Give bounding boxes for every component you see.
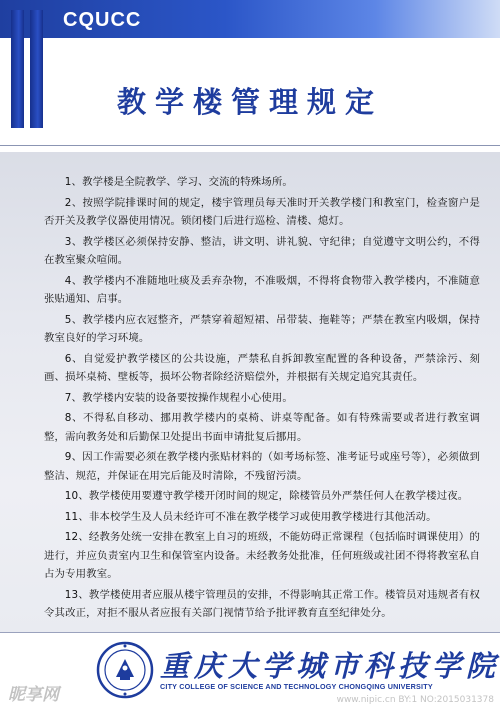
footer: [0, 632, 500, 708]
rule-item: 3、教学楼区必须保持安静、整洁，讲文明、讲礼貌、守纪律；自觉遵守文明公约，不得在教室聚众喧闹。: [44, 235, 480, 266]
page-title: 教学楼管理规定: [116, 85, 383, 119]
header: [0, 0, 500, 150]
school-name-en: CITY COLLEGE OF SCIENCE AND TECHNOLOGY CHONGQING UNIVERSITY: [160, 682, 433, 691]
rule-item: 12、经教务处统一安排在教室上自习的班级，不能妨碍正常课程（包括临时调课使用）的进行，并应负责室内卫生和保管室内设备。未经教务处批准，任何班级或社团不得将教室私自占为专用教室。: [44, 531, 480, 580]
watermark-right: www.nipic.cn BY:1 NO:2015031378: [336, 695, 494, 705]
rules-list: [44, 173, 480, 625]
rule-item: 4、教学楼内不准随地吐痰及丢弃杂物，不准吸烟，不得将食物带入教学楼内，不准随意张贴通知、启事。: [44, 274, 480, 305]
school-name-cn: 重庆大学城市科技学院: [160, 649, 500, 683]
rule-item: 6、自觉爱护教学楼区的公共设施，严禁私自拆卸教室配置的各种设备，严禁涂污、刻画、损坏桌椅、壁板等，损坏公物者除经济赔偿外，并根据有关规定追究其责任。: [44, 352, 480, 383]
rule-item: 9、因工作需要必须在教学楼内张贴材料的（如考场标签、准考证号或座号等），必须做到整洁、规范，并保证在用完后能及时清除，不残留污渍。: [44, 451, 480, 482]
rule-item: 11、非本校学生及人员未经许可不准在教学楼学习或使用教学楼进行其他活动。: [64, 510, 437, 523]
rule-item: 2、按照学院排课时间的规定，楼宇管理员每天准时开关教学楼门和教室门，检查窗户是否开关及教学仪器使用情况。锁闭楼门后进行巡检、清楼、熄灯。: [44, 196, 480, 227]
footer-divider: [0, 632, 500, 633]
rule-item: 8、不得私自移动、挪用教学楼内的桌椅、讲桌等配备。如有特殊需要或者进行教室调整，需向教务处和后勤保卫处提出书面申请批复后挪用。: [44, 412, 480, 443]
watermark-left: 昵享网: [8, 685, 59, 705]
rule-item: 5、教学楼内应衣冠整齐，严禁穿着超短裙、吊带装、拖鞋等；严禁在教室内吸烟，保持教室良好的学习环境。: [44, 313, 480, 344]
university-seal-icon: [96, 641, 154, 699]
rule-item: 7、教学楼内安装的设备要按操作规程小心使用。: [64, 391, 293, 404]
brand-text: CQUCC: [63, 9, 142, 31]
rule-item: 10、教学楼使用要遵守教学楼开闭时间的规定，除楼管员外严禁任何人在教学楼过夜。: [64, 490, 469, 502]
header-divider: [0, 145, 500, 146]
rule-item: 13、教学楼使用者应服从楼宇管理员的安排，不得影响其正常工作。楼管员对违规者有权令其改正，对拒不服从者应报有关部门视情节给予批评教育直至纪律处分。: [44, 588, 480, 619]
rule-item: 1、教学楼是全院教学、学习、交流的特殊场所。: [64, 176, 293, 188]
